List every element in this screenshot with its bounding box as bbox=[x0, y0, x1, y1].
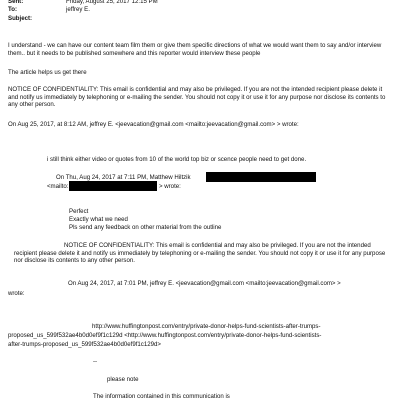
info-line: The information contained in this communication is bbox=[93, 393, 230, 400]
quote3-wrote: wrote: bbox=[8, 290, 25, 297]
quote2-mailto: <mailto: bbox=[47, 183, 69, 190]
to-value: jeffrey E. bbox=[66, 6, 90, 13]
reply-line-1: Perfect bbox=[69, 208, 89, 215]
quote2-header: On Thu, Aug 24, 2017 at 7:11 PM, Matthew Hiltzik bbox=[56, 174, 191, 181]
article-link-text-3[interactable]: after-trumps-proposed_us_599f532ae4b0d0ef9f1c129d> bbox=[8, 341, 161, 348]
article-link-line-1[interactable] bbox=[92, 323, 321, 331]
confidentiality-notice-1: NOTICE OF CONFIDENTIALITY: This email is confidential and may also be privileged. If you are not the intended recipient please delete it and notify us immediately by telephoning or e-mailing the sender. You should not copy it or use it for any purpose nor disclose its contents to any other person. bbox=[8, 86, 386, 109]
reply-line-2: Exactly what we need bbox=[69, 216, 128, 223]
body-paragraph-2: The article helps us get there bbox=[8, 69, 87, 76]
please-note: please note bbox=[107, 376, 139, 383]
signature-separator: -- bbox=[93, 358, 98, 365]
article-link-line-2[interactable] bbox=[8, 332, 321, 340]
quote3-header: On Aug 24, 2017, at 7:01 PM, jeffrey E. <jeevacation@gmail.com <mailto:jeevacation@gmail.com> > bbox=[68, 280, 341, 287]
redaction-box bbox=[206, 172, 316, 182]
sent-label: Sent: bbox=[8, 0, 24, 5]
sent-value: Friday, August 25, 2017 12:15 PM bbox=[66, 0, 158, 5]
body-paragraph-1: I understand - we can have our content team film them or give them specific directions of what we would want them to say and/or interview them.. but it needs to be published somewhere and this reporter would interview these people bbox=[8, 42, 382, 57]
article-link-text-1[interactable]: http://www.huffingtonpost.com/entry/private-donor-helps-fund-scientists-after-trumps- bbox=[92, 323, 321, 330]
subject-label: Subject: bbox=[8, 15, 33, 22]
to-label: To: bbox=[8, 6, 18, 13]
article-link-line-3[interactable] bbox=[8, 341, 161, 349]
confidentiality-notice-2: NOTICE OF CONFIDENTIALITY: This email is confidential and may also be privileged. If you are not the intended recipient please delete it and notify us immediately by telephoning or e-mailing the sender. You should not copy it or use it for any purpose nor disclose its contents to any other person. bbox=[14, 242, 386, 265]
redaction-box bbox=[69, 181, 157, 191]
quote2-wrote: > wrote: bbox=[159, 183, 181, 190]
reply-line-3: Pls send any feedback on other material from the outline bbox=[69, 224, 222, 231]
article-link-text-2[interactable]: proposed_us_599f532ae4b0d0ef9f1c129d <http://www.huffingtonpost.com/entry/private-donor-helps-fund-scientists- bbox=[8, 332, 322, 339]
quote1-text: i still think either video or quotes from 10 of the world top biz or scence people need to get done. bbox=[47, 156, 307, 163]
quote1-header: On Aug 25, 2017, at 8:12 AM, jeffrey E. <jeevacation@gmail.com <mailto:jeevacation@gmail.com> > wrote: bbox=[8, 121, 299, 128]
